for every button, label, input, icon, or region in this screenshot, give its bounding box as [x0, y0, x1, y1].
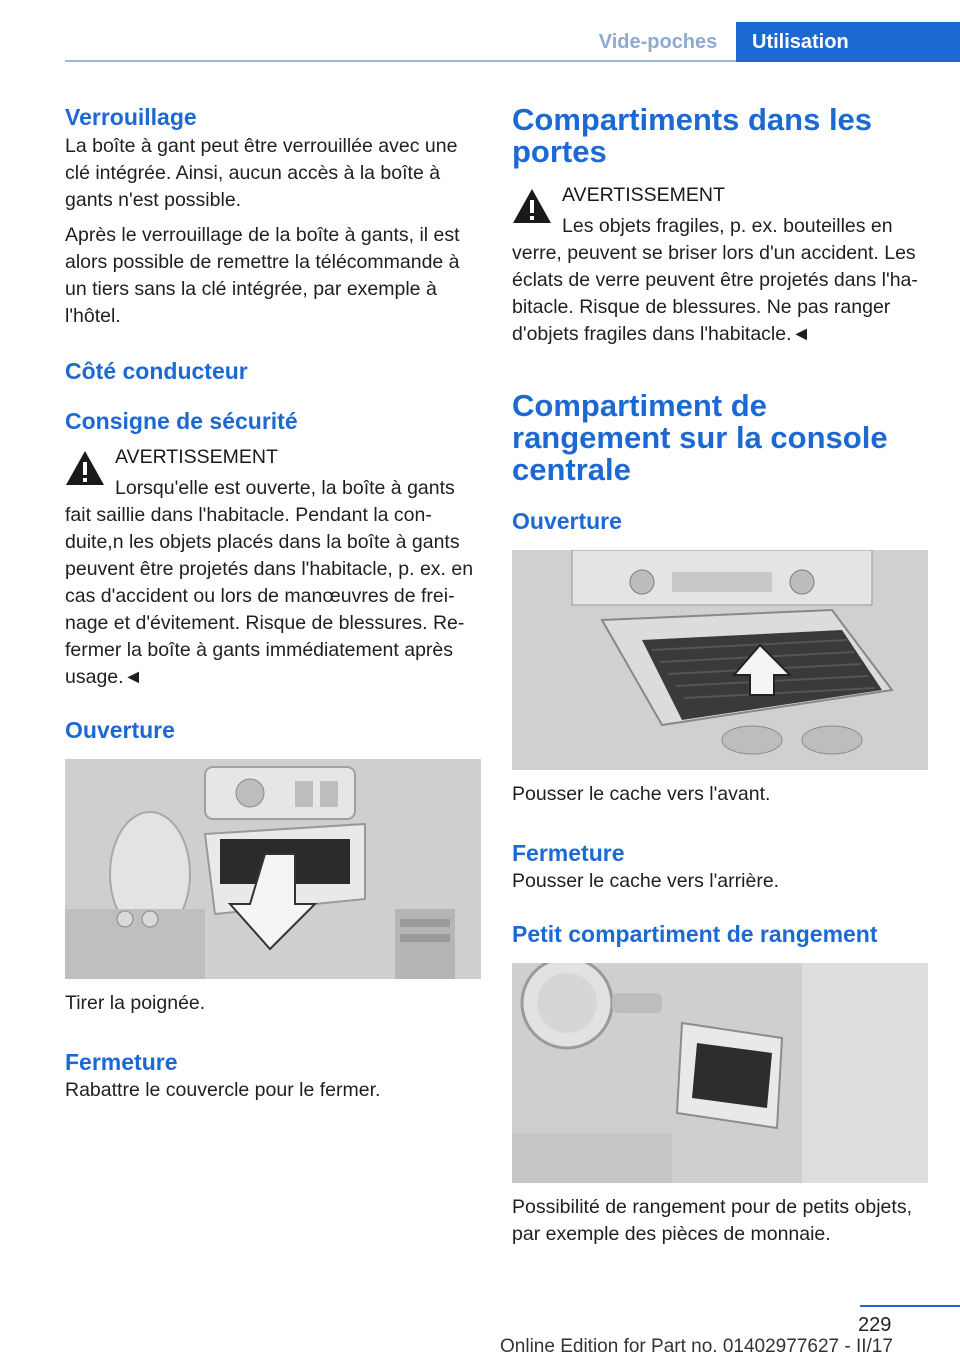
opening-heading: Ouverture [512, 508, 622, 534]
warning-text: Les objets fragiles, p. ex. bouteilles en verre, peuvent se briser lors d'un accident. Les éclats de verre peuvent être projetés dans l'habitacle. Risque de blessures. Ne pas ranger d'objets fragiles dans l'habitacle.◄ [512, 215, 918, 345]
small-compartment-heading: Petit compartiment de rangement [512, 921, 878, 947]
header-section-tab[interactable]: Vide-poches [598, 30, 718, 53]
small-compartment-caption: Possibilité de rangement pour de petits objets, par exemple des pièces de monnaie. [512, 1196, 912, 1245]
console-opening-caption: Pousser le cache vers l'avant. [512, 783, 771, 805]
closing-heading: Fermeture [512, 840, 625, 866]
lock-paragraph-2: Après le verrouillage de la boîte à gants, il est alors possible de remettre la télécommande à un tiers sans la clé intégrée, par exemple à l'hôtel. [65, 224, 460, 327]
small-compartment-illustration [512, 963, 928, 1183]
footer-rule [860, 1305, 960, 1307]
glovebox-opening-illustration [65, 759, 481, 979]
console-opening-illustration [512, 550, 928, 770]
warning-block-doors [512, 182, 928, 348]
door-compartments-heading: Compartiments dans les portes [512, 102, 873, 169]
header-chapter-tab[interactable]: Utilisation [736, 22, 960, 62]
lock-heading: Verrouillage [65, 104, 197, 130]
warning-triangle-icon [65, 450, 105, 486]
warning-block-glovebox [65, 444, 481, 691]
right-column [512, 98, 928, 1248]
closing-text: Rabattre le couvercle pour le fermer. [65, 1079, 381, 1101]
lock-paragraph-1: La boîte à gant peut être verrouillée avec une clé intégrée. Ainsi, aucun accès à la boîte à gants n'est possible. [65, 135, 458, 211]
warning-triangle-icon [512, 188, 552, 224]
warning-label: AVERTISSEMENT [562, 184, 725, 206]
driver-side-heading: Côté conducteur [65, 358, 248, 384]
console-heading: Compartiment de rangement sur la console centrale [512, 388, 888, 487]
edition-footer: Online Edition for Part no. 01402977627 - II/17 [500, 1336, 893, 1357]
page-number: 229 [858, 1314, 892, 1336]
opening-heading: Ouverture [65, 717, 175, 743]
warning-label: AVERTISSEMENT [115, 446, 278, 468]
opening-caption: Tirer la poignée. [65, 992, 206, 1014]
closing-text: Pousser le cache vers l'arrière. [512, 870, 780, 892]
warning-text: Lorsqu'elle est ouverte, la boîte à gants fait saillie dans l'habitacle. Pendant la conduite,n les objets placés dans la boîte à gants peuvent être projetés dans l'habitacle, p. ex. en cas d'accident ou lors de manœuvres de freinage et d'évitement. Risque de blessures. Refermer la boîte à gants immédiatement après usage.◄ [65, 477, 474, 688]
closing-heading: Fermeture [65, 1049, 178, 1075]
safety-heading: Consigne de sécurité [65, 408, 298, 434]
left-column [65, 98, 481, 1104]
